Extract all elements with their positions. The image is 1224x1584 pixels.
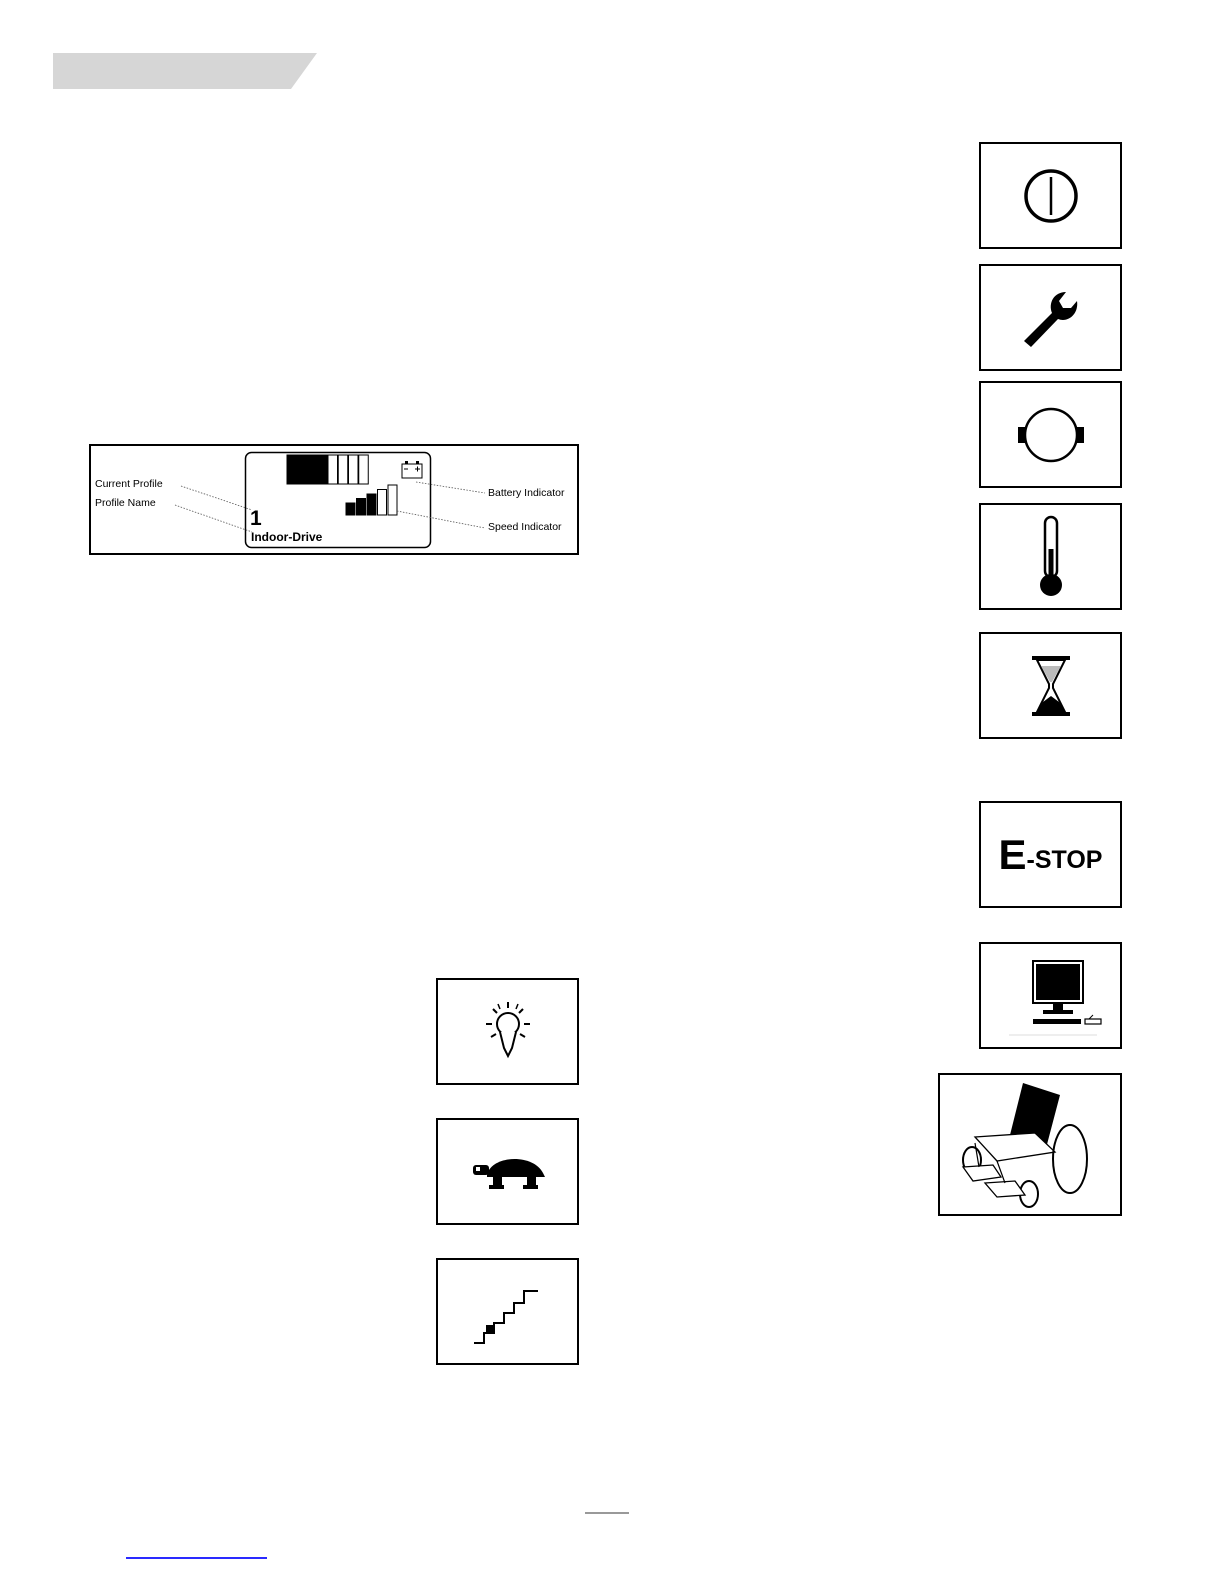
battery-bar-2 [297, 455, 307, 484]
light-bulb-icon [436, 978, 579, 1085]
battery-bar-4 [318, 455, 328, 484]
battery-symbol-icon [402, 461, 422, 478]
battery-bar-8 [359, 455, 369, 484]
motor-icon [979, 381, 1122, 488]
profile-number: 1 [250, 507, 262, 530]
footer-link-underline[interactable] [126, 1557, 267, 1559]
estop-icon [979, 801, 1122, 908]
estop-rest-text: -STOP [1026, 845, 1103, 874]
section-header-tab [53, 53, 317, 89]
battery-level-bars [287, 455, 368, 484]
battery-bar-7 [349, 455, 359, 484]
speed-indicator-label: Speed Indicator [488, 521, 562, 533]
wheelchair-icon [938, 1073, 1122, 1216]
thermometer-icon [979, 503, 1122, 610]
profile-name-label: Profile Name [95, 497, 156, 509]
wrench-icon [979, 264, 1122, 371]
estop-e-letter: E [998, 830, 1027, 878]
stairs-icon [436, 1258, 579, 1365]
page-number-rule [585, 1512, 629, 1514]
hourglass-icon [979, 632, 1122, 739]
battery-bar-5 [328, 455, 338, 484]
speed-bar-2 [357, 499, 366, 516]
power-icon [979, 142, 1122, 249]
battery-bar-3 [308, 455, 318, 484]
computer-icon [979, 942, 1122, 1049]
battery-bar-1 [287, 455, 297, 484]
lcd-display-diagram [89, 444, 579, 555]
battery-bar-6 [338, 455, 348, 484]
speed-bar-3 [367, 494, 376, 515]
current-profile-label: Current Profile [95, 478, 163, 490]
battery-indicator-label: Battery Indicator [488, 487, 565, 499]
speed-bar-5 [388, 485, 397, 515]
speed-bar-4 [378, 490, 387, 516]
speed-bar-1 [346, 503, 355, 515]
profile-name-value: Indoor-Drive [251, 530, 323, 544]
turtle-icon [436, 1118, 579, 1225]
